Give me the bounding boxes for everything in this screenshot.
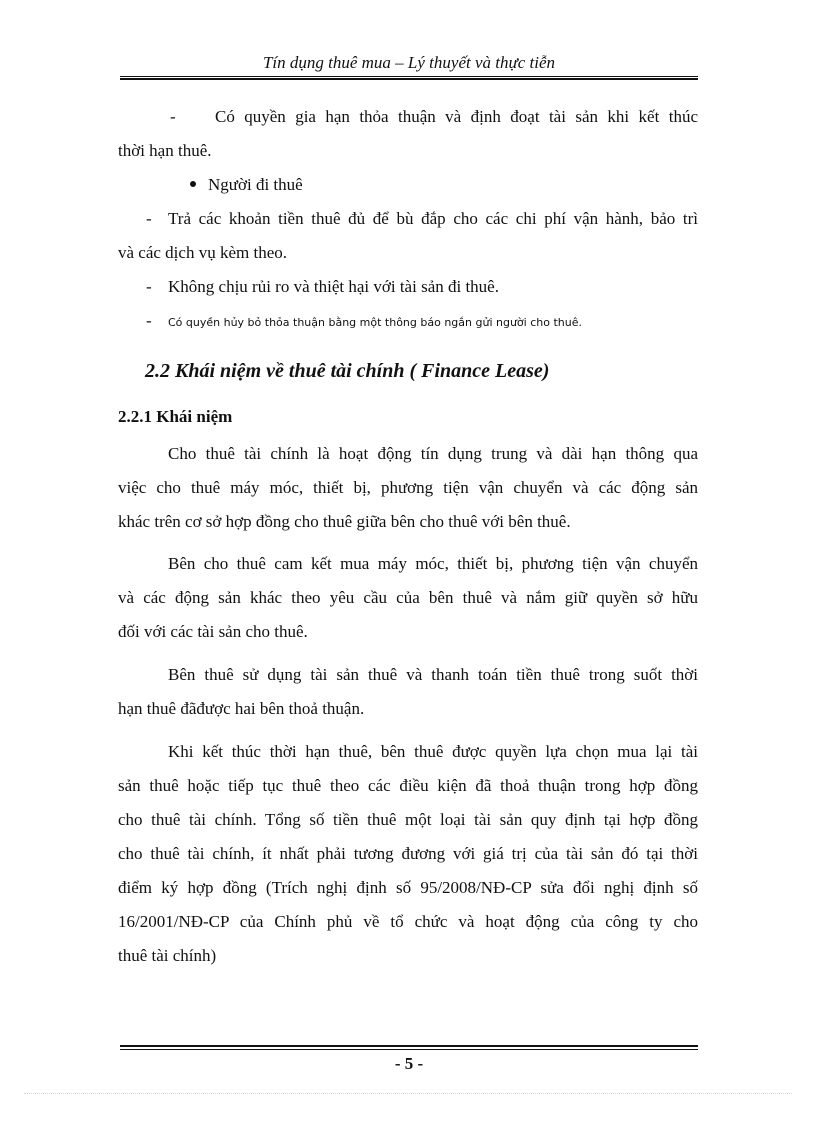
- section-heading: 2.2 Khái niệm về thuê tài chính ( Finance Lease): [145, 360, 550, 382]
- list-item-line: [118, 100, 698, 134]
- paragraph-4: [118, 735, 698, 973]
- paragraph-line: Bên thuê sử dụng tài sản thuê và thanh toán tiền thuê trong suốt thời: [168, 665, 698, 684]
- list-item-text: Không chịu rủi ro và thiệt hại với tài sản đi thuê.: [168, 277, 499, 296]
- page-number: - 5 -: [394, 1054, 424, 1073]
- paragraph-line: thuê tài chính): [118, 946, 217, 965]
- paragraph-line: sản thuê hoặc tiếp tục thuê theo các điều kiện đã thoả thuận trong hợp đồng: [118, 776, 698, 795]
- dash-marker: -: [146, 277, 152, 296]
- paragraph-line: 16/2001/NĐ-CP của Chính phủ về tổ chức và hoạt động của công ty cho: [118, 912, 698, 931]
- paragraph-line: Bên cho thuê cam kết mua máy móc, thiết bị, phương tiện vận chuyển: [168, 554, 698, 573]
- list-item-text: Trả các khoản tiền thuê đủ để bù đắp cho các chi phí vận hành, bảo trì: [168, 209, 698, 228]
- paragraph-1: [118, 437, 698, 539]
- list-item-text: Có quyền hủy bỏ thỏa thuận bằng một thông báo ngắn gửi người cho thuê.: [168, 316, 582, 329]
- dash-marker: -: [170, 107, 176, 126]
- list-item-continuation: và các dịch vụ kèm theo.: [118, 243, 287, 262]
- bullet-icon: [190, 181, 196, 187]
- dash-marker: -: [146, 209, 152, 228]
- top-list: [118, 100, 698, 338]
- list-item-line: [118, 202, 698, 236]
- paragraph-line: cho thuê tài chính. Tổng số tiền thuê một loại tài sản quy định tại hợp đồng: [118, 810, 698, 829]
- bullet-item: [118, 168, 698, 202]
- paragraph-line: hạn thuê đãđược hai bên thoả thuận.: [118, 699, 365, 718]
- paragraph-line: đối với các tài sản cho thuê.: [118, 622, 308, 641]
- paragraph-line: khác trên cơ sở hợp đồng cho thuê giữa bên cho thuê với bên thuê.: [118, 512, 571, 531]
- subsection-heading: 2.2.1 Khái niệm: [118, 407, 233, 426]
- dash-marker: -: [146, 311, 152, 330]
- list-item-line: [118, 270, 698, 304]
- list-item-continuation: thời hạn thuê.: [118, 141, 212, 160]
- bullet-label: Người đi thuê: [208, 175, 303, 194]
- paragraph-3: [118, 658, 698, 726]
- list-item-text: Có quyền gia hạn thỏa thuận và định đoạt tài sản khi kết thúc: [215, 107, 698, 126]
- paragraph-line: Cho thuê tài chính là hoạt động tín dụng trung và dài hạn thông qua: [168, 444, 698, 463]
- footer-rule: [120, 1049, 698, 1050]
- header-rule: [120, 76, 698, 77]
- footer-rule-thick: [120, 1045, 698, 1047]
- paragraph-line: Khi kết thúc thời hạn thuê, bên thuê được quyền lựa chọn mua lại tài: [168, 742, 698, 761]
- paragraph-line: và các động sản khác theo yêu cầu của bên thuê và nắm giữ quyền sở hữu: [118, 588, 698, 607]
- paragraph-line: cho thuê tài chính, ít nhất phải tương đương với giá trị của tài sản đó tại thời: [118, 844, 698, 863]
- paragraph-2: [118, 547, 698, 649]
- paragraph-line: việc cho thuê máy móc, thiết bị, phương tiện vận chuyển và các động sản: [118, 478, 698, 497]
- header-rule-thick: [120, 78, 698, 80]
- page-edge-divider: [24, 1093, 792, 1094]
- list-item-line: [118, 304, 698, 338]
- running-header: Tín dụng thuê mua – Lý thuyết và thực tiễn: [262, 53, 556, 72]
- paragraph-line: điểm ký hợp đồng (Trích nghị định số 95/2008/NĐ-CP sửa đổi nghị định số: [118, 878, 698, 897]
